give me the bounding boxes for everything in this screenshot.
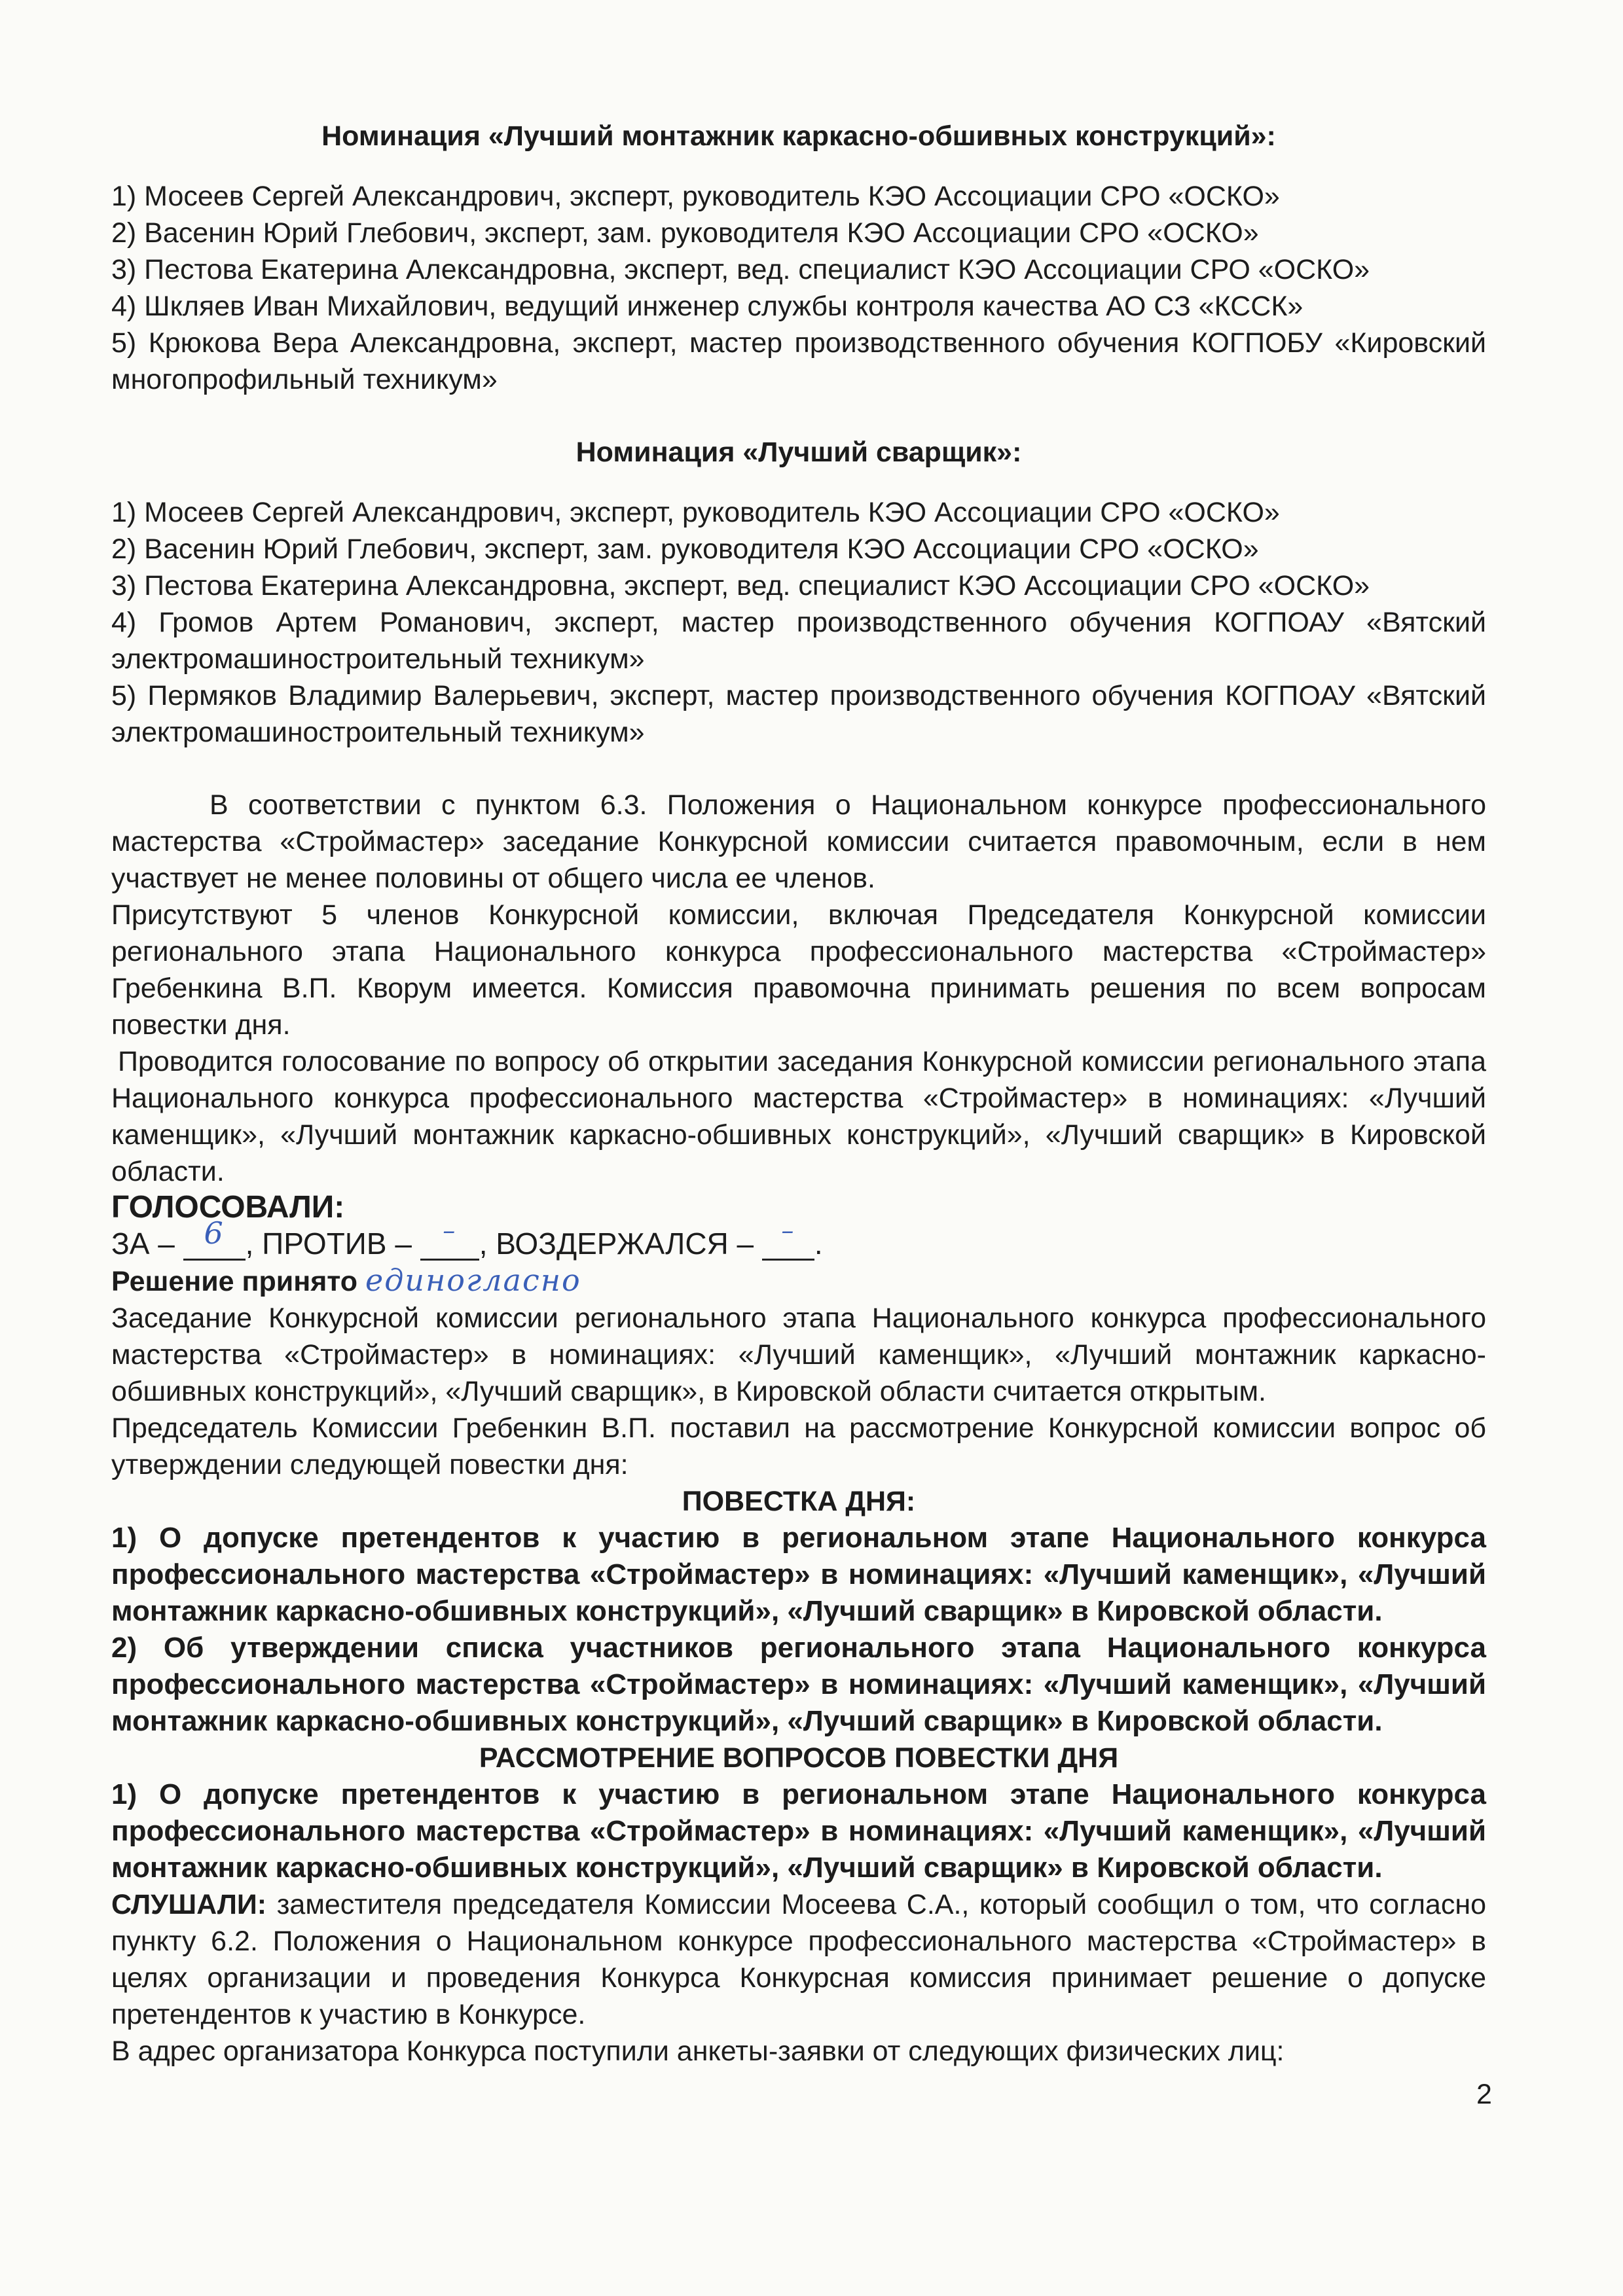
paragraph-applications: В адрес организатора Конкурса поступили анкеты-заявки от следующих физических лиц:: [111, 2036, 1285, 2067]
heard-label: СЛУШАЛИ:: [111, 1889, 267, 1920]
member-item: 2) Васенин Юрий Глебович, эксперт, зам. руководителя КЭО Ассоциации СРО «ОСКО»: [111, 217, 1259, 249]
vote-protiv-value: –: [443, 1216, 457, 1245]
decision-label: Решение принято: [111, 1266, 358, 1297]
paragraph-vote-open: Проводится голосование по вопросу об открытии заседания Конкурсной комиссии регионального этапа Национального конкурса профессионального мастерства «Строймастер» в номинациях: «Лучший каменщик», «Лучший монтажник каркасно-обшивных конструкций», «Лучший сварщик» в Кировской области.: [111, 1046, 1486, 1187]
member-item: 5) Пермяков Владимир Валерьевич, эксперт, мастер производственного обучения КОГПОАУ «Вятский электромашиностроительный техникум»: [111, 680, 1486, 748]
paragraph-chair: Председатель Комиссии Гребенкин В.П. поставил на рассмотрение Конкурсной комиссии вопрос об утверждении следующей повестки дня:: [111, 1412, 1486, 1480]
voted-label: ГОЛОСОВАЛИ:: [111, 1190, 345, 1225]
nomination-montazhnik-title: Номинация «Лучший монтажник каркасно-обшивных конструкций»:: [321, 120, 1276, 152]
vote-protiv-label: , ПРОТИВ –: [245, 1227, 412, 1261]
review-item-1: 1) О допуске претендентов к участию в региональном этапе Национального конкурса профессионального мастерства «Строймастер» в номинациях: «Лучший каменщик», «Лучший монтажник каркасно-обшивных конструкций», «Лучший сварщик» в Кировской области.: [111, 1778, 1486, 1884]
paragraph-opened: Заседание Конкурсной комиссии регионального этапа Национального конкурса профессионального мастерства «Строймастер» в номинациях: «Лучший каменщик», «Лучший монтажник каркасно-обшивных конструкций», «Лучший сварщик», в Кировской области считается открытым.: [111, 1302, 1486, 1407]
vote-vozderzhalsya-field: [762, 1216, 814, 1261]
decision-line: [111, 1262, 1486, 1300]
document-page: [111, 118, 1486, 2070]
nomination-montazhnik-members: [111, 178, 1486, 398]
vote-vozderzhalsya-label: , ВОЗДЕРЖАЛСЯ –: [479, 1227, 754, 1261]
nomination-svarshchik-members: [111, 494, 1486, 751]
agenda-title: ПОВЕСТКА ДНЯ:: [682, 1486, 916, 1517]
vote-vozderzhalsya-value: –: [781, 1216, 795, 1245]
vote-line: [111, 1215, 1486, 1262]
vote-end: .: [814, 1227, 823, 1261]
member-item: 5) Крюкова Вера Александровна, эксперт, мастер производственного обучения КОГПОБУ «Кировский многопрофильный техникум»: [111, 327, 1486, 395]
paragraph-quorum-rule: В соответствии с пунктом 6.3. Положения о Национальном конкурсе профессионального мастерства «Строймастер» заседание Конкурсной комиссии считается правомочным, если в нем участвует не менее половины от общего числа ее членов.: [111, 789, 1486, 894]
vote-za-field: [183, 1215, 246, 1261]
vote-za-label: ЗА –: [111, 1227, 175, 1261]
vote-protiv-field: [420, 1216, 479, 1261]
paragraph-heard: [111, 1886, 1486, 2033]
agenda-item: 2) Об утверждении списка участников регионального этапа Национального конкурса профессионального мастерства «Строймастер» в номинациях: «Лучший каменщик», «Лучший монтажник каркасно-обшивных конструкций», «Лучший сварщик» в Кировской области.: [111, 1632, 1486, 1737]
review-title: РАССМОТРЕНИЕ ВОПРОСОВ ПОВЕСТКИ ДНЯ: [479, 1742, 1119, 1774]
vote-za-value: 6: [204, 1215, 225, 1251]
member-item: 3) Пестова Екатерина Александровна, эксперт, вед. специалист КЭО Ассоциации СРО «ОСКО»: [111, 570, 1370, 601]
member-item: 1) Мосеев Сергей Александрович, эксперт, руководитель КЭО Ассоциации СРО «ОСКО»: [111, 181, 1280, 212]
paragraph-present: Присутствуют 5 членов Конкурсной комиссии, включая Председателя Конкурсной комиссии регионального этапа Национального конкурса профессионального мастерства «Строймастер» Гребенкина В.П. Кворум имеется. Комиссия правомочна принимать решения по всем вопросам повестки дня.: [111, 899, 1486, 1041]
member-item: 4) Громов Артем Романович, эксперт, мастер производственного обучения КОГПОАУ «Вятский электромашиностроительный техникум»: [111, 607, 1486, 675]
decision-value: единогласно: [365, 1263, 581, 1298]
member-item: 1) Мосеев Сергей Александрович, эксперт, руководитель КЭО Ассоциации СРО «ОСКО»: [111, 497, 1280, 528]
agenda-item: 1) О допуске претендентов к участию в региональном этапе Национального конкурса профессионального мастерства «Строймастер» в номинациях: «Лучший каменщик», «Лучший монтажник каркасно-обшивных конструкций», «Лучший сварщик» в Кировской области.: [111, 1522, 1486, 1627]
member-item: 2) Васенин Юрий Глебович, эксперт, зам. руководителя КЭО Ассоциации СРО «ОСКО»: [111, 533, 1259, 565]
page-number: 2: [1476, 2079, 1492, 2110]
nomination-svarshchik-title: Номинация «Лучший сварщик»:: [575, 437, 1022, 468]
member-item: 3) Пестова Екатерина Александровна, эксперт, вед. специалист КЭО Ассоциации СРО «ОСКО»: [111, 254, 1370, 285]
member-item: 4) Шкляев Иван Михайлович, ведущий инженер службы контроля качества АО СЗ «КССК»: [111, 291, 1304, 322]
heard-text: заместителя председателя Комиссии Мосеева С.А., который сообщил о том, что согласно пункту 6.2. Положения о Национальном конкурсе профессионального мастерства «Строймастер» в целях организации и проведения Конкурса Конкурсная комиссия принимает решение о допуске претендентов к участию в Конкурсе.: [111, 1889, 1486, 2030]
